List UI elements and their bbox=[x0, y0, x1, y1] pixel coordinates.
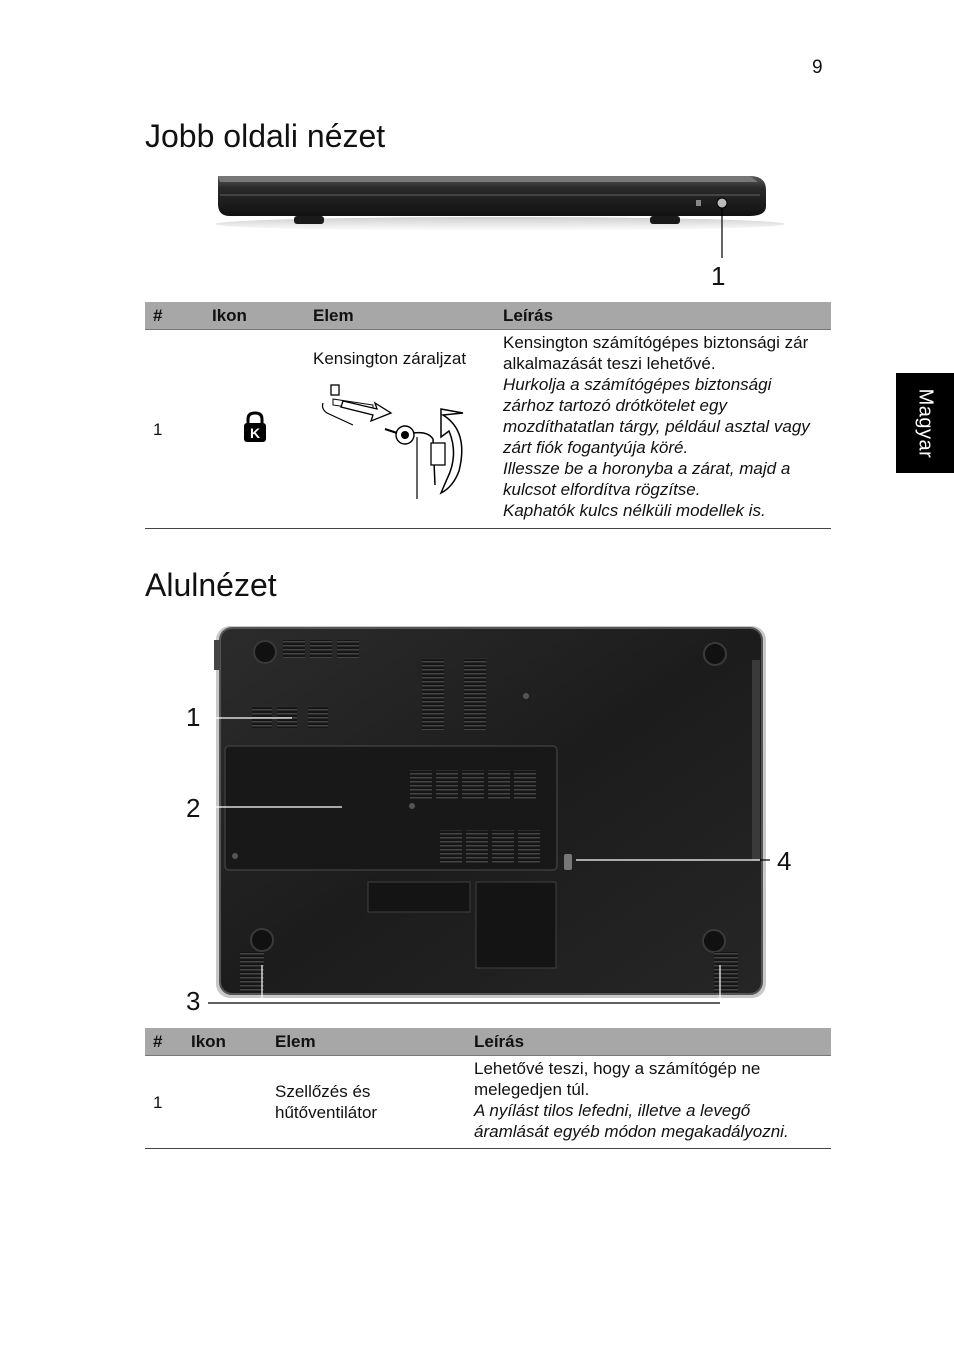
row-desc-plain: Kensington számítógépes biztonsági zár alkalmazását teszi lehetővé. bbox=[503, 333, 809, 373]
bottom-view-title: Alulnézet bbox=[145, 567, 277, 603]
bottom-view-callout-1: 1 bbox=[186, 702, 201, 732]
col-header-item: Elem bbox=[305, 302, 495, 330]
row-desc-italic: A nyílást tilos lefedni, illetve a levegő áramlását egyéb módon megakadályozni. bbox=[474, 1101, 789, 1141]
bottom-laptop-figure bbox=[180, 620, 800, 1010]
col-header-desc: Leírás bbox=[466, 1028, 831, 1056]
row-desc-italic-1: Hurkolja a számítógépes biztonsági zárhoz tartozó drótkötelet egy mozdíthatatlan tárgy, például asztal vagy zárt fiók fogantyúja köré. bbox=[503, 375, 810, 457]
bottom-view-callout-4: 4 bbox=[777, 846, 792, 876]
bottom-view-table bbox=[145, 1028, 831, 1149]
right-view-callout-1: 1 bbox=[711, 261, 726, 291]
right-view-table bbox=[145, 302, 831, 529]
language-tab bbox=[896, 373, 954, 473]
right-view-title: Jobb oldali nézet bbox=[145, 118, 386, 154]
table-row bbox=[145, 330, 831, 529]
table-row bbox=[145, 1056, 831, 1149]
col-header-num: # bbox=[145, 302, 204, 330]
row-number: 1 bbox=[145, 1056, 183, 1149]
col-header-icon: Ikon bbox=[204, 302, 305, 330]
right-side-laptop-figure bbox=[210, 170, 790, 280]
bottom-view-callout-2: 2 bbox=[186, 793, 201, 823]
row-item-label: Szellőzés és hűtőventilátor bbox=[267, 1056, 466, 1149]
svg-text:K: K bbox=[249, 424, 260, 441]
col-header-desc: Leírás bbox=[495, 302, 831, 330]
row-desc-italic-2: Illessze be a horonyba a zárat, majd a kulcsot elfordítva rögzítse. bbox=[503, 459, 791, 499]
row-desc-plain: Lehetővé teszi, hogy a számítógép ne melegedjen túl. bbox=[474, 1059, 761, 1099]
kensington-lock-illustration bbox=[313, 375, 473, 503]
row-icon-cell bbox=[183, 1056, 267, 1149]
col-header-item: Elem bbox=[267, 1028, 466, 1056]
col-header-icon: Ikon bbox=[183, 1028, 267, 1056]
page-number: 9 bbox=[812, 57, 823, 78]
row-desc-italic-3: Kaphatók kulcs nélküli modellek is. bbox=[503, 501, 766, 520]
kensington-lock-icon bbox=[242, 410, 268, 444]
row-item-label: Kensington záraljzat bbox=[313, 349, 467, 368]
language-tab-label: Magyar bbox=[914, 388, 937, 458]
col-header-num: # bbox=[145, 1028, 183, 1056]
bottom-view-callout-3: 3 bbox=[186, 986, 201, 1016]
row-number: 1 bbox=[145, 330, 204, 529]
